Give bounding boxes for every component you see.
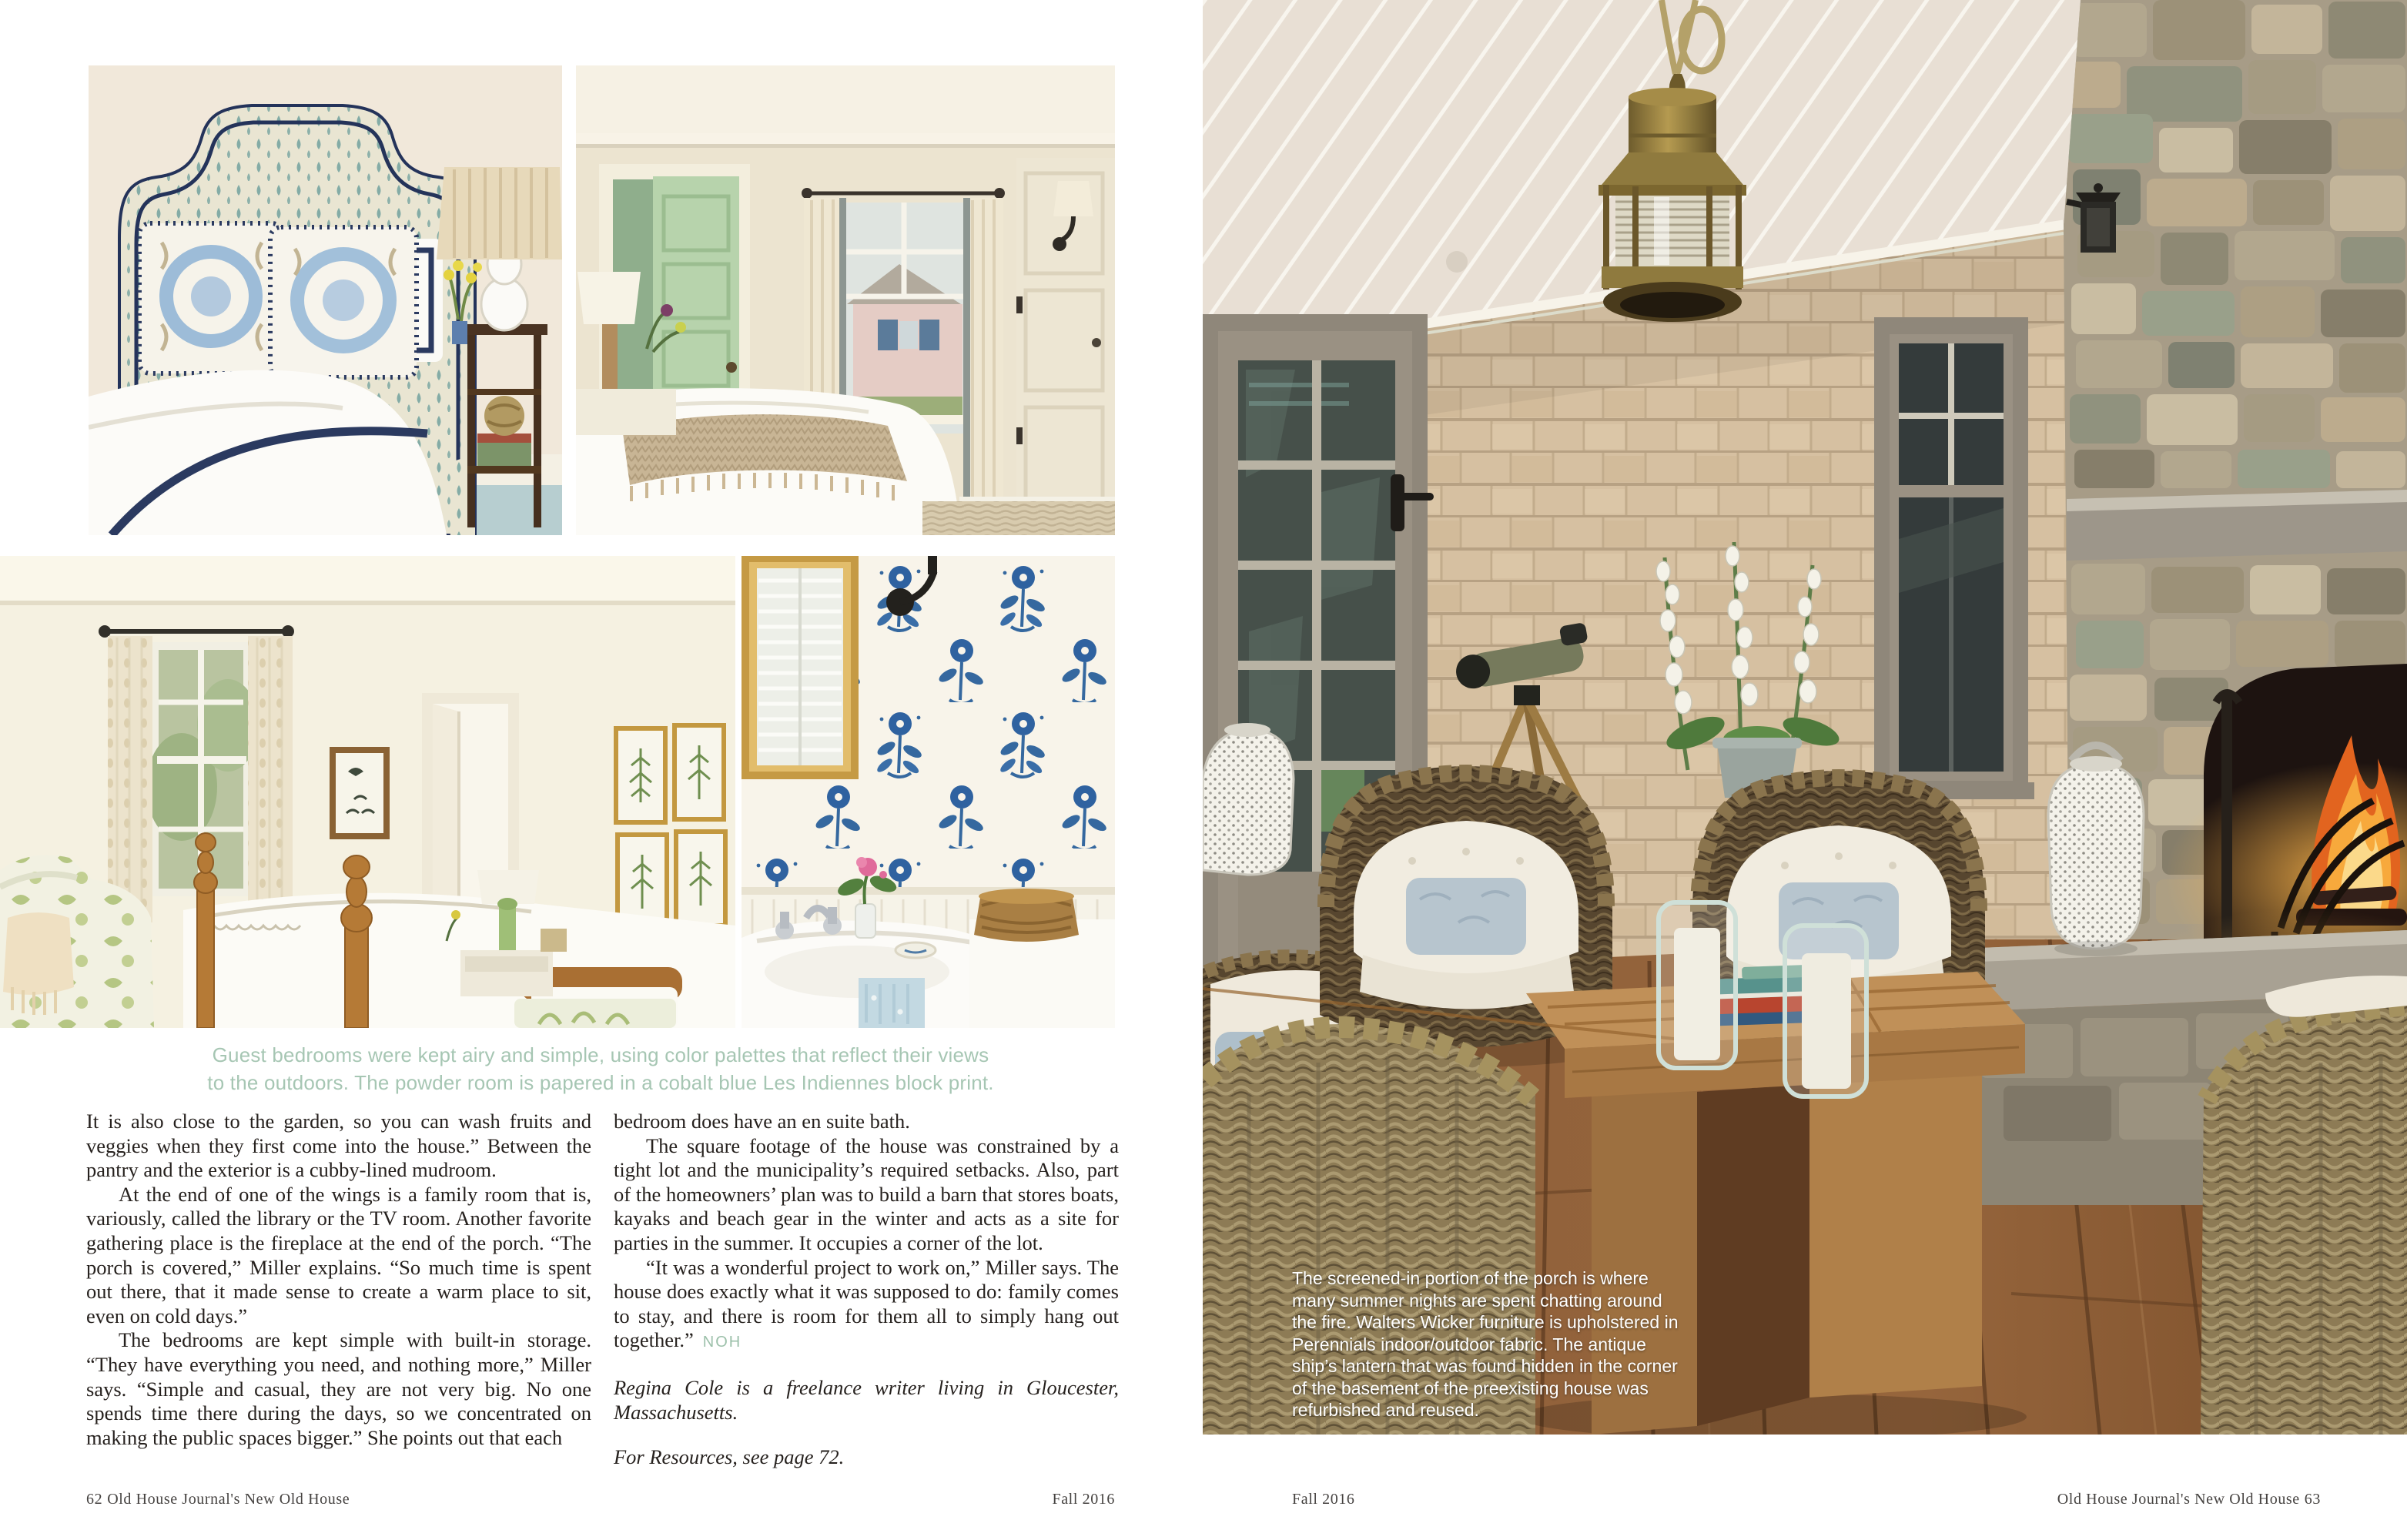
medallion-pillow (139, 223, 283, 373)
resources-note: For Resources, see page 72. (614, 1445, 845, 1469)
paragraph: bedroom does have an en suite bath. (614, 1110, 910, 1133)
photo-bedroom-green-door (576, 65, 1115, 535)
end-mark-noh: NOH (702, 1334, 742, 1351)
paragraph: At the end of one of the wings is a family room that is, variously, called the library or the TV room. Another favorite gathering place is the fireplace at the end of the porch. “The porch is covered,” Miller explains. “So much time is spent out there, that it made sense to create a warm place to sit, even on cold days.” (86, 1182, 591, 1327)
folio-right-page (1292, 1491, 2321, 1508)
medallion-pillow (270, 227, 417, 377)
magazine-title: Old House Journal's New Old House (2057, 1491, 2300, 1508)
paragraph: It is also close to the garden, so you can wash fruits and veggies when they first come into the house.” Between the pantry and the exterior is a cubby-lined mudroom. (86, 1110, 591, 1182)
photo-porch (1203, 0, 2407, 1435)
ceramic-lantern-jar (2048, 745, 2144, 956)
paragraph: The bedrooms are kept simple with built-in storage. “They have everything you need, and nothing more,” Miller says. “Simple and casual, they are not very big. No one spends time there during the days, so we concentrated on making the public spaces bigger.” She points out that each (86, 1328, 591, 1449)
page-number: 63 (2304, 1491, 2321, 1508)
article-column-1 (86, 1110, 591, 1450)
paragraph: The square footage of the house was constrained by a tight lot and the municipality’s required setbacks. Also, part of the homeowners’ plan was to build a barn that stores boats, kayaks and beach gear in the winter and acts as a site for parties in the summer. It occupies a corner of the lot. (614, 1133, 1119, 1254)
ceramic-lantern-jar (1203, 723, 1294, 875)
author-byline: Regina Cole is a freelance writer living in Gloucester, Massachusetts. (614, 1375, 1119, 1424)
caption-line-1: Guest bedrooms were kept airy and simple, using color palettes that reflect their views (212, 1043, 989, 1066)
folio-left-page (86, 1491, 1115, 1508)
magazine-title: Old House Journal's New Old House (107, 1491, 350, 1508)
green-paisley-pillow (514, 999, 676, 1028)
photo-powder-room (742, 556, 1115, 1028)
photo-bedroom-blue (89, 65, 562, 535)
article-column-2 (614, 1110, 1119, 1470)
porch-photo-caption: The screened-in portion of the porch is where many summer nights are spent chatting around the fire. Walters Wicker furniture is upholstered in Perennials indoor/outdoor fabric. The antique ship’s lantern that was found hidden in the corner of the basement of the preexisting house was refurbished and reused. (1292, 1268, 1679, 1420)
gold-mirror (742, 556, 859, 779)
paragraph: “It was a wonderful project to work on,” Miller says. The house does exactly what it was supposed to do: family comes to stay, and there is room for them all to simply hang out together.” NOH (614, 1255, 1119, 1352)
framed-bird-print (330, 747, 390, 839)
issue-label: Fall 2016 (1292, 1491, 1355, 1508)
issue-label: Fall 2016 (1052, 1491, 1115, 1508)
photo-bedroom-four-poster (0, 556, 735, 1028)
folio-right-text (2057, 1491, 2321, 1508)
page-number: 62 (86, 1491, 103, 1508)
folio-left-text (86, 1491, 350, 1508)
photo-grid-caption (86, 1041, 1115, 1096)
caption-line-2: to the outdoors. The powder room is papered in a cobalt blue Les Indiennes block print. (207, 1071, 994, 1094)
porch-window (1868, 317, 2034, 799)
